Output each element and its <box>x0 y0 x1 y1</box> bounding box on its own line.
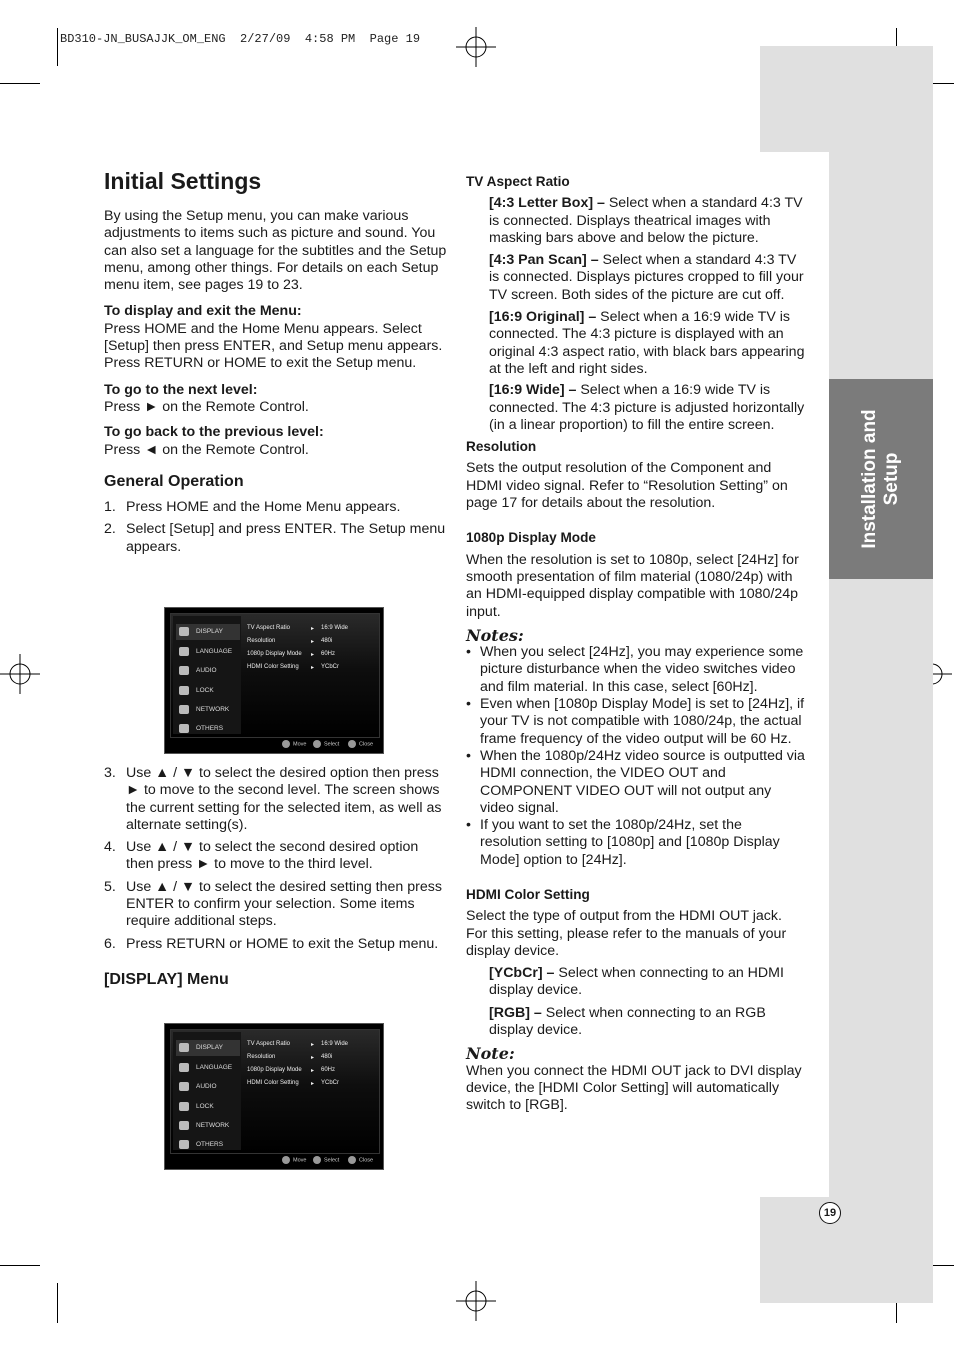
print-header: BD310-JN_BUSAJJK_OM_ENG 2/27/09 4:58 PM Page 19 <box>60 32 421 46</box>
arrow-icon: ▸ <box>311 639 315 645</box>
paragraph: When you connect the HDMI OUT jack to DVI display device, the [HDMI Color Setting] will automatically switch to [RGB]. <box>466 1062 802 1114</box>
menu-item-others: OTHERS <box>176 721 240 737</box>
list-item: • If you want to set the 1080p/24Hz, set the resolution setting to [1080p] and [1080p Display Mode] option to [24Hz]. <box>466 817 806 869</box>
option-value: YCbCr <box>321 664 340 670</box>
section-heading: [DISPLAY] Menu <box>104 970 229 988</box>
option-value: 60Hz <box>321 651 336 657</box>
section-tab-label: Installation and Setup <box>859 409 902 549</box>
sidebar-band <box>829 152 933 1197</box>
definition-item: [16:9 Original] – Select when a 16:9 wide TV is connected. The 4:3 picture is displayed with an original 4:3 aspect ratio, with black bars appearing at the left and right sides. <box>489 309 805 377</box>
paragraph: When the resolution is set to 1080p, select [24Hz] for smooth presentation of film material (1080/24p) with an HDMI-equipped display compatible with 1080/24p input. <box>466 551 799 620</box>
note-heading: Note: <box>466 1044 515 1064</box>
menu-item-display: DISPLAY <box>176 624 240 640</box>
registration-mark <box>456 1281 496 1321</box>
move-icon <box>282 1156 290 1164</box>
option-value: 60Hz <box>321 1067 336 1073</box>
definition-item: [RGB] – Select when connecting to an RGB display device. <box>489 1004 766 1039</box>
menu-item-audio: AUDIO <box>176 663 240 679</box>
select-icon <box>313 740 321 748</box>
footer-hint: Select <box>313 740 339 748</box>
subheading: To go to the next level: <box>104 381 258 398</box>
option-label: Resolution <box>247 638 276 644</box>
definition-item: [4:3 Pan Scan] – Select when a standard 4:3 TV is connected. Displays pictures cropped to fill your TV screen. Both sides of the picture are cut off. <box>489 252 804 303</box>
option-value: 480i <box>321 1054 333 1060</box>
move-icon <box>282 740 290 748</box>
menu-item-network: NETWORK <box>176 702 240 718</box>
menu-item-lock: LOCK <box>176 683 240 699</box>
paragraph: Press RETURN or HOME to exit the Setup menu. <box>104 355 417 372</box>
steps-list <box>104 499 449 556</box>
menu-item-others: OTHERS <box>176 1137 240 1153</box>
paragraph: Select the type of output from the HDMI OUT jack. For this setting, please refer to the manuals of your display device. <box>466 908 787 959</box>
display-menu-screenshot <box>164 1023 384 1170</box>
option-label: 1080p Display Mode <box>247 651 302 657</box>
arrow-icon: ▸ <box>311 1081 315 1087</box>
option-label: 1080p Display Mode <box>247 1067 302 1073</box>
definition-item: [4:3 Letter Box] – Select when a standard 4:3 TV is connected. Displays theatrical images with masking bars above and below the picture. <box>489 195 803 246</box>
lock-icon <box>179 1102 189 1111</box>
menu-item-lock: LOCK <box>176 1099 240 1115</box>
paragraph: Press HOME and the Home Menu appears. Select [Setup] then press ENTER, and Setup menu appears. <box>104 320 443 355</box>
language-icon <box>179 647 189 656</box>
option-value: 480i <box>321 638 333 644</box>
paragraph: Press ► on the Remote Control. <box>104 398 309 415</box>
left-column-continued <box>104 765 449 988</box>
arrow-icon: ▸ <box>311 1068 315 1074</box>
crop-mark <box>57 28 58 66</box>
list-item: • When you select [24Hz], you may experience some picture disturbance when the video switches video and film material. In this case, select [60Hz]. <box>466 644 806 696</box>
arrow-icon: ▸ <box>311 1055 315 1061</box>
others-icon <box>179 1140 189 1149</box>
crop-mark <box>57 1283 58 1323</box>
lock-icon <box>179 686 189 695</box>
footer-hint: Select <box>313 1156 339 1164</box>
list-item: • When the 1080p/24Hz video source is outputted via HDMI connection, the VIDEO OUT and COMPONENT VIDEO OUT will not output any video signal. <box>466 748 806 817</box>
option-label: TV Aspect Ratio <box>247 625 291 631</box>
notes-heading: Notes: <box>466 625 524 645</box>
display-icon <box>179 627 189 636</box>
section-heading: General Operation <box>104 472 244 490</box>
menu-item-language: LANGUAGE <box>176 644 240 660</box>
menu-item-network: NETWORK <box>176 1118 240 1134</box>
option-value: 16:9 Wide <box>321 625 349 631</box>
list-item: 4. Use ▲ / ▼ to select the second desired option then press ► to move to the third level. <box>104 839 419 873</box>
paragraph: Press ◄ on the Remote Control. <box>104 441 309 458</box>
arrow-icon: ▸ <box>311 652 315 658</box>
footer-hint: Move <box>282 740 306 748</box>
left-column <box>104 208 449 556</box>
display-icon <box>179 1043 189 1052</box>
crop-mark <box>0 1265 40 1266</box>
option-label: HDMI Color Setting <box>247 1080 299 1086</box>
definition-item: [16:9 Wide] – Select when a 16:9 wide TV is connected. The 4:3 picture is adjusted horizontally (in a linear proportion) to fill the entire screen. <box>489 382 805 433</box>
setup-menu-screenshot <box>164 607 384 754</box>
list-item: 6. Press RETURN or HOME to exit the Setup menu. <box>104 935 439 952</box>
definition-item: [YCbCr] – Select when connecting to an HDMI display device. <box>489 965 784 999</box>
crop-mark <box>0 83 40 84</box>
footer-hint: Close <box>348 740 373 748</box>
list-item: 1. Press HOME and the Home Menu appears. <box>104 499 401 516</box>
subheading: To display and exit the Menu: <box>104 303 302 320</box>
subheading: 1080p Display Mode <box>466 530 596 546</box>
sidebar-band <box>760 46 933 152</box>
steps-list <box>104 765 449 953</box>
notes-list <box>466 644 806 869</box>
list-item: • Even when [1080p Display Mode] is set to [24Hz], if your TV is not compatible with 1080/24p, the actual frame frequency of the video output will be 60 Hz. <box>466 696 806 748</box>
menu-item-audio: AUDIO <box>176 1079 240 1095</box>
page-title: Initial Settings <box>104 168 262 194</box>
subheading: To go back to the previous level: <box>104 424 324 441</box>
list-item: 5. Use ▲ / ▼ to select the desired setting then press ENTER to confirm your selection. Some items require additional steps. <box>104 878 442 930</box>
list-item: 3. Use ▲ / ▼ to select the desired option then press ► to move to the second level. The screen shows the current setting for the selected item, as well as alternate setting(s). <box>104 765 442 833</box>
arrow-icon: ▸ <box>311 626 315 632</box>
network-icon <box>179 705 189 714</box>
intro-paragraph: By using the Setup menu, you can make various adjustments to items such as picture and sound. You can also set a language for the subtitles and the Setup menu, among other things. For details on each Setup menu item, see pages 19 to 23. <box>104 208 447 294</box>
right-column <box>466 173 806 1115</box>
network-icon <box>179 1121 189 1130</box>
option-label: TV Aspect Ratio <box>247 1041 291 1047</box>
subheading: Resolution <box>466 439 537 455</box>
registration-mark <box>456 27 496 67</box>
footer-hint: Close <box>348 1156 373 1164</box>
page-number: 19 <box>819 1202 841 1224</box>
option-label: HDMI Color Setting <box>247 664 299 670</box>
option-value: 16:9 Wide <box>321 1041 349 1047</box>
close-icon <box>348 1156 356 1164</box>
menu-item-display: DISPLAY <box>176 1040 240 1056</box>
audio-icon <box>179 1082 189 1091</box>
others-icon <box>179 724 189 733</box>
subheading: TV Aspect Ratio <box>466 174 570 189</box>
close-icon <box>348 740 356 748</box>
paragraph: Sets the output resolution of the Component and HDMI video signal. Refer to “Resolution Setting” on page 17 for details about the resolution. <box>466 460 788 512</box>
arrow-icon: ▸ <box>311 665 315 671</box>
registration-mark <box>0 654 40 694</box>
option-label: Resolution <box>247 1054 276 1060</box>
arrow-icon: ▸ <box>311 1042 315 1048</box>
menu-item-language: LANGUAGE <box>176 1060 240 1076</box>
subheading: HDMI Color Setting <box>466 886 590 902</box>
language-icon <box>179 1063 189 1072</box>
sidebar-band <box>760 1197 933 1303</box>
audio-icon <box>179 666 189 675</box>
list-item: 2. Select [Setup] and press ENTER. The Setup menu appears. <box>104 521 446 555</box>
select-icon <box>313 1156 321 1164</box>
option-value: YCbCr <box>321 1080 340 1086</box>
footer-hint: Move <box>282 1156 306 1164</box>
